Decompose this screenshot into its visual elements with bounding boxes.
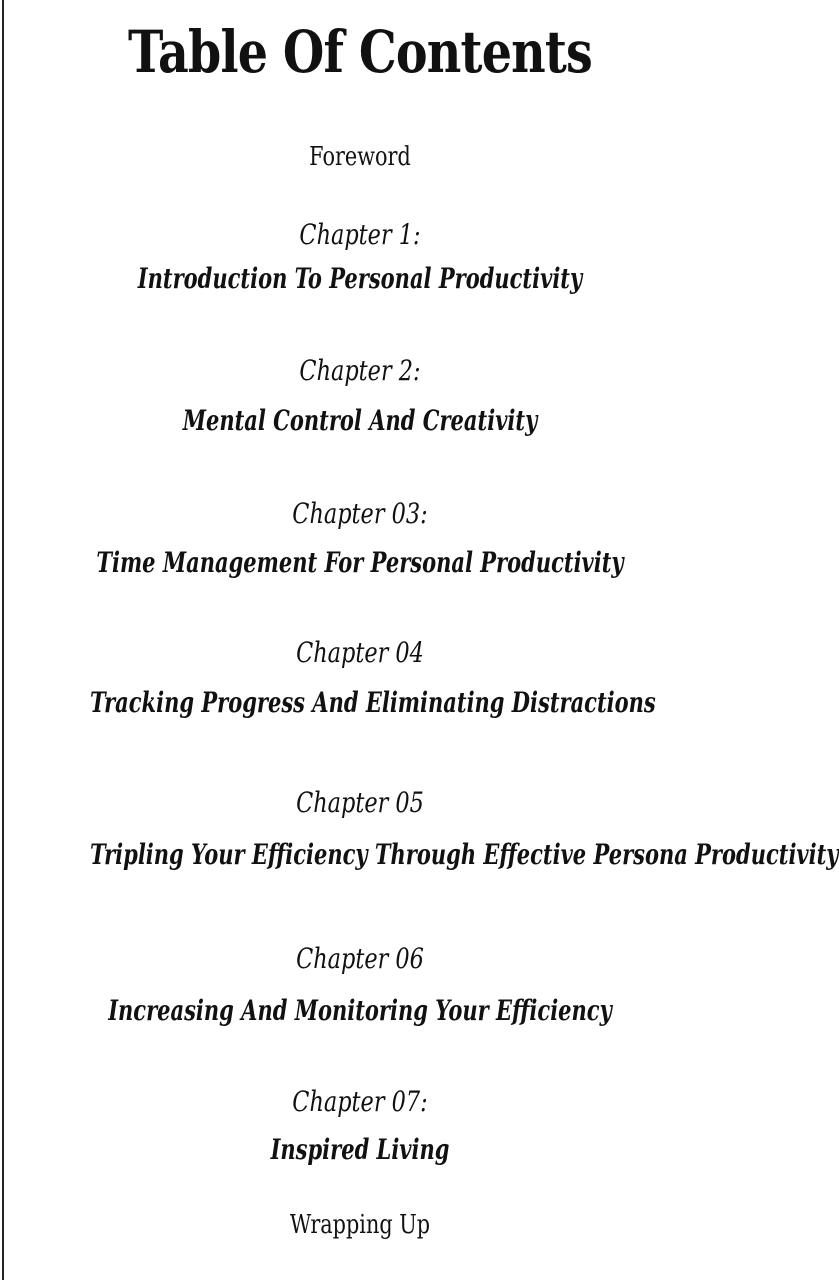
toc-entry-foreword: Foreword <box>309 142 411 172</box>
chapter-6-label: Chapter 06 <box>296 942 424 975</box>
toc-entry-wrapping-up: Wrapping Up <box>289 1210 431 1240</box>
chapter-3-heading: Time Management For Personal Productivity <box>96 546 624 579</box>
chapter-7-heading: Inspired Living <box>270 1133 450 1166</box>
chapter-1-label: Chapter 1: <box>299 218 421 251</box>
chapter-5-label: Chapter 05 <box>296 786 424 819</box>
chapter-5-heading: Tripling Your Efficiency Through Effective Persona Productivity <box>90 838 839 871</box>
chapter-2-label: Chapter 2: <box>299 354 421 387</box>
chapter-4-label: Chapter 04 <box>296 636 424 669</box>
chapter-7-label: Chapter 07: <box>292 1085 428 1118</box>
chapter-6-heading: Increasing And Monitoring Your Efficiency <box>108 994 612 1027</box>
chapter-4-heading: Tracking Progress And Eliminating Distractions <box>90 686 656 719</box>
chapter-3-label: Chapter 03: <box>292 497 428 530</box>
chapter-1-heading: Introduction To Personal Productivity <box>137 262 583 295</box>
chapter-2-heading: Mental Control And Creativity <box>182 404 538 437</box>
page-title: Table Of Contents <box>127 18 593 86</box>
